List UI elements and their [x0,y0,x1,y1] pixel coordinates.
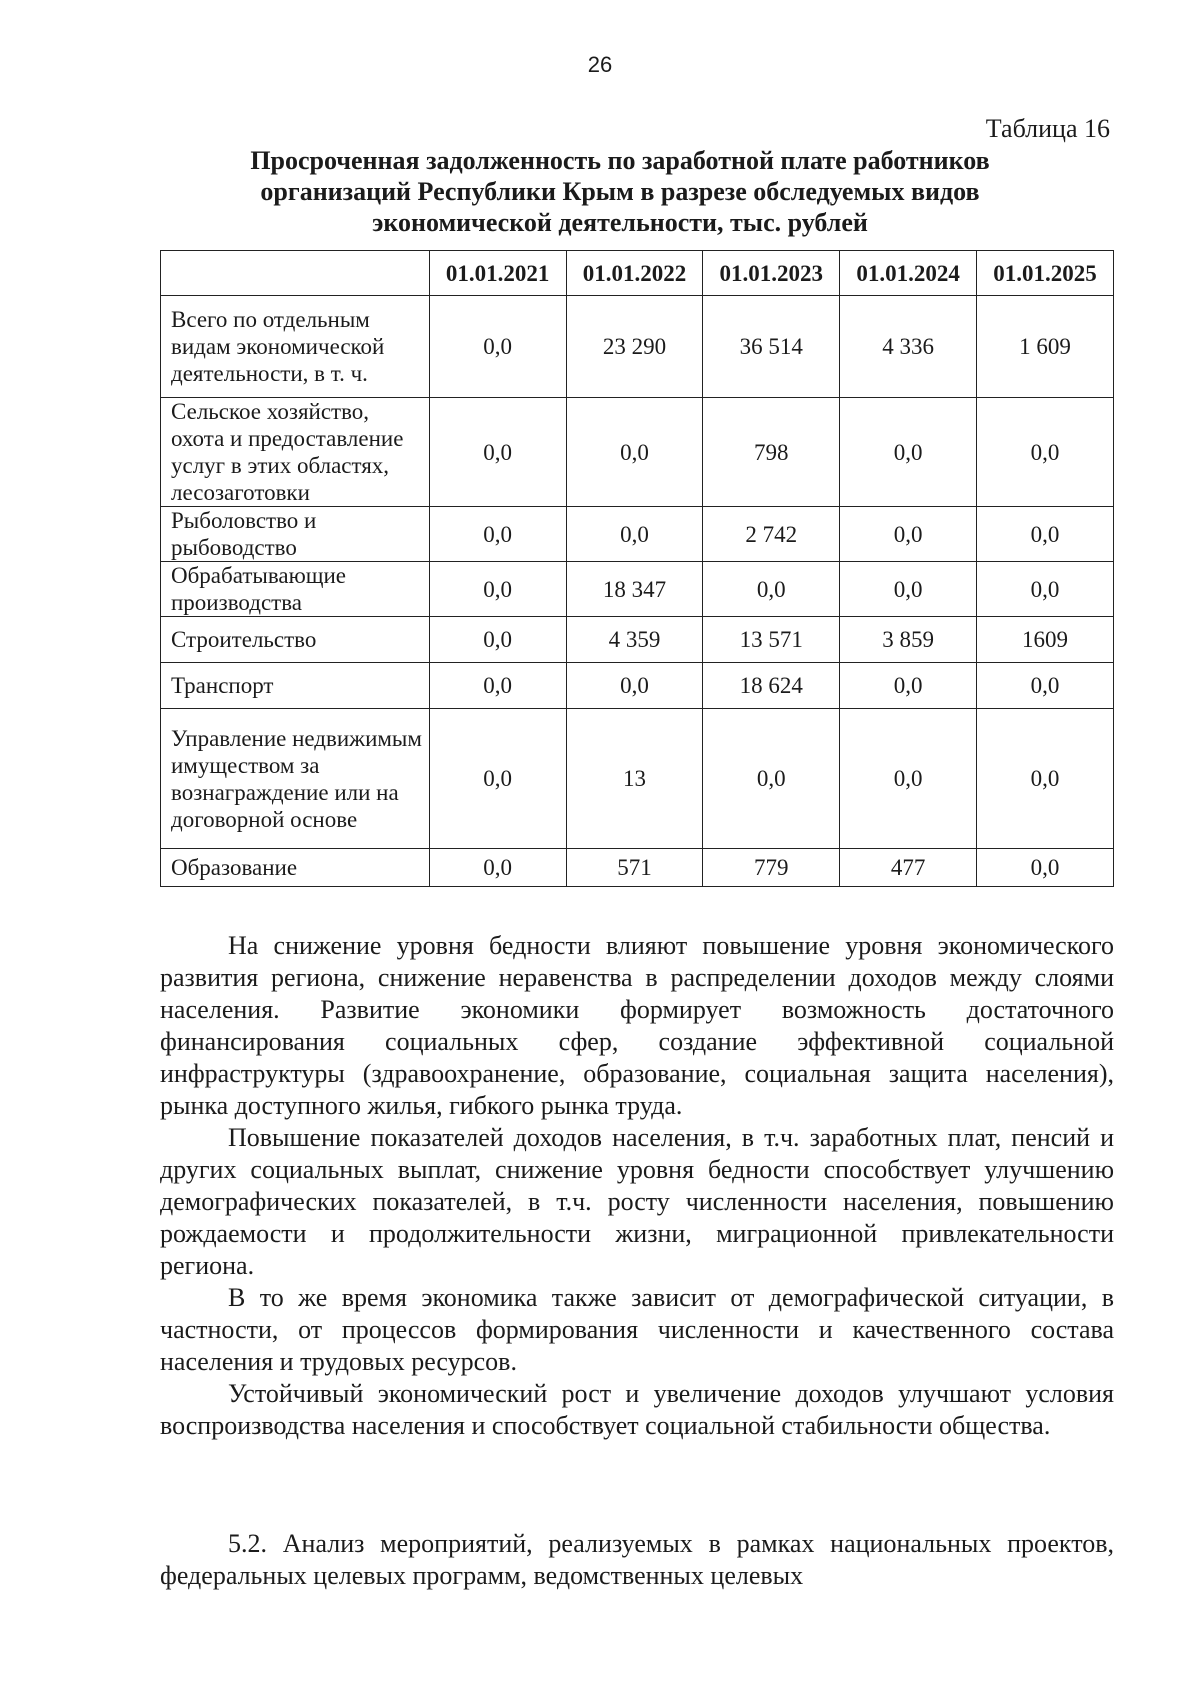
body-text [160,930,1114,1442]
cell-value: 0,0 [429,507,566,562]
row-label: Строительство [161,617,430,663]
table-row [161,562,1114,617]
cell-value: 0,0 [977,562,1114,617]
header-2022: 01.01.2022 [566,251,703,296]
table-row [161,617,1114,663]
cell-value: 0,0 [703,709,840,849]
table-row [161,849,1114,887]
row-label: Обрабатывающие производства [161,562,430,617]
row-label: Управление недвижимым имуществом за вознаграждение или на договорной основе [161,709,430,849]
cell-value: 0,0 [840,507,977,562]
section-heading: 5.2. Анализ мероприятий, реализуемых в рамках национальных проектов, федеральных целевых программ, ведомственных целевых [160,1529,1114,1590]
cell-value: 0,0 [840,562,977,617]
paragraph: Устойчивый экономический рост и увеличение доходов улучшают условия воспроизводства населения и способствует социальной стабильности общества. [160,1379,1114,1440]
table-row [161,296,1114,398]
table-title-line: организаций Республики Крым в разрезе обследуемых видов [260,177,980,206]
cell-value: 0,0 [429,663,566,709]
header-2024: 01.01.2024 [840,251,977,296]
cell-value: 2 742 [703,507,840,562]
cell-value: 571 [566,849,703,887]
row-label: Всего по отдельным видам экономической деятельности, в т. ч. [161,296,430,398]
cell-value: 0,0 [840,398,977,507]
cell-value: 0,0 [977,663,1114,709]
table-label: Таблица 16 [985,114,1110,143]
cell-value: 0,0 [429,562,566,617]
cell-value: 0,0 [429,709,566,849]
table-title [160,145,1080,238]
cell-value: 779 [703,849,840,887]
page-number: 26 [587,52,613,77]
header-2023: 01.01.2023 [703,251,840,296]
paragraph: В то же время экономика также зависит от демографической ситуации, в частности, от процессов формирования численности и качественного состава населения и трудовых ресурсов. [160,1283,1114,1376]
cell-value: 4 336 [840,296,977,398]
cell-value: 1609 [977,617,1114,663]
table-row [161,663,1114,709]
cell-value: 0,0 [840,709,977,849]
cell-value: 0,0 [977,507,1114,562]
paragraph: Повышение показателей доходов населения, в т.ч. заработных плат, пенсий и других социальных выплат, снижение уровня бедности способствует улучшению демографических показателей, в т.ч. росту численности населения, повышению рождаемости и продолжительности жизни, миграционной привлекательности региона. [160,1123,1114,1280]
wage-arrears-table [160,250,1114,887]
cell-value: 0,0 [977,398,1114,507]
cell-value: 1 609 [977,296,1114,398]
cell-value: 18 347 [566,562,703,617]
cell-value: 0,0 [566,398,703,507]
header-2021: 01.01.2021 [429,251,566,296]
cell-value: 13 571 [703,617,840,663]
cell-value: 3 859 [840,617,977,663]
table-row [161,507,1114,562]
cell-value: 0,0 [840,663,977,709]
table-title-line: Просроченная задолженность по заработной плате работников [250,146,990,175]
table-row [161,398,1114,507]
cell-value: 0,0 [977,709,1114,849]
cell-value: 23 290 [566,296,703,398]
cell-value: 0,0 [703,562,840,617]
table-header-row [161,251,1114,296]
cell-value: 0,0 [429,617,566,663]
cell-value: 798 [703,398,840,507]
cell-value: 0,0 [566,663,703,709]
cell-value: 477 [840,849,977,887]
cell-value: 0,0 [429,849,566,887]
cell-value: 0,0 [429,296,566,398]
row-label: Образование [161,849,430,887]
cell-value: 18 624 [703,663,840,709]
cell-value: 0,0 [977,849,1114,887]
cell-value: 0,0 [566,507,703,562]
cell-value: 13 [566,709,703,849]
header-empty [161,251,430,296]
cell-value: 4 359 [566,617,703,663]
cell-value: 36 514 [703,296,840,398]
table-row [161,709,1114,849]
row-label: Сельское хозяйство, охота и предоставление услуг в этих областях, лесозаготовки [161,398,430,507]
cell-value: 0,0 [429,398,566,507]
row-label: Транспорт [161,663,430,709]
row-label: Рыболовство и рыбоводство [161,507,430,562]
paragraph: На снижение уровня бедности влияют повышение уровня экономического развития региона, снижение неравенства в распределении доходов между слоями населения. Развитие экономики формирует возможность достаточного финансирования социальных сфер, создание эффективной социальной инфраструктуры (здравоохранение, образование, социальная защита населения), рынка доступного жилья, гибкого рынка труда. [160,931,1114,1120]
table-title-line: экономической деятельности, тыс. рублей [372,208,868,237]
header-2025: 01.01.2025 [977,251,1114,296]
